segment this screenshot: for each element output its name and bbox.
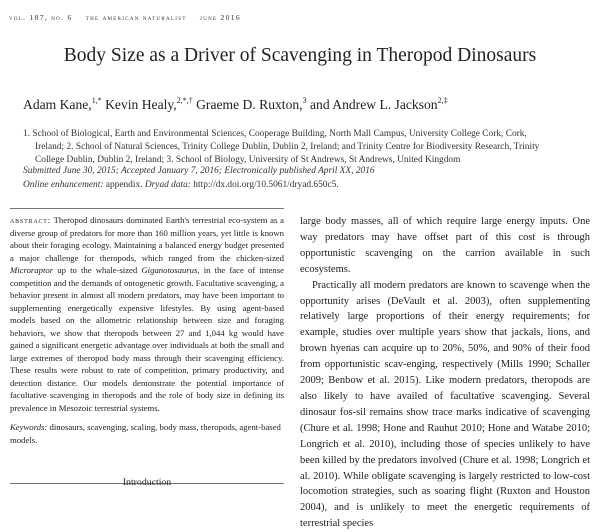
author-list [23,96,448,113]
author-name: Kevin Healy, [105,97,177,112]
abstract-label: abstract: [10,215,51,225]
issue-date: june 2016 [199,13,241,22]
affiliation-line: 1. School of Biological, Earth and Environmental Sciences, Cooperage Building, North Mall Campus, University College Cork, Cork, [23,129,527,139]
abstract [10,214,284,414]
online-enhancement-label: Online enhancement: [23,180,104,190]
keywords-text: dinosaurs, scavenging, scaling, body mass, theropods, agent-based models. [10,422,281,445]
paper-title: Body Size as a Driver of Scavenging in Theropod Dinosaurs [63,45,537,66]
body-paragraph: Practically all modern predators are known to scavenge when the opportunity arises (DeVault et al. 2003), often supplementing relatively large proportions of their energy requirements; for example, studies over multiple years show that jackals, lions, and brown hyenas can acquire up to 20%, 50%, and 90% of their food from opportunistic scav-enging, respectively (Mills 1990; Schaller 2009; Benbow et al. 2015). Like modern predators, theropods are also likely to have availed of facultative scavenging. Several dinosaur fos-sil remains show trace marks indicative of scavenging (Chure et al. 1998; Hone and Rauhut 2010; Hone and Watabe 2010; Longrich et al. 2010), including those of species unlikely to have been killed by the predators involved (Chure et al. 1998; Longrich et al. 2010). While obligate scavenging is largely restricted to low-cost locomotion strategies, such as soaring flight (Ruxton and Houston 2004), and is unlikely to meet the energetic requirements of terrestrial species [300,279,590,530]
dryad-data-link[interactable]: http://dx.doi.org/10.5061/dryad.650c5. [190,180,339,190]
taxon-name: Giganotosaurus [141,265,198,275]
abstract-box [10,208,284,484]
author-affiliation-mark: 2,*,† [176,96,193,105]
keywords-label: Keywords: [10,422,48,432]
volume-number: vol. 187, no. 6 [9,13,73,22]
author-affiliation-mark: 3 [302,96,307,105]
affiliations [23,128,583,168]
affiliation-line: College Dublin, Dublin 2, Ireland; 3. School of Biology, University of St Andrews, St Andrews, United Kingdom [35,155,461,166]
author-name: Graeme D. Ruxton, [196,97,303,112]
publication-dates [23,164,583,192]
author-affiliation-mark: 1,* [91,96,102,105]
online-enhancement-text: appendix. [103,180,145,190]
keywords [10,421,284,446]
taxon-name: Microraptor [10,265,54,275]
dryad-data-label: Dryad data: [144,180,191,190]
journal-name: the american naturalist [85,13,187,22]
body-paragraph: large body masses, all of which require large energy inputs. One way predators may have offset part of this cost is through opportunistic scavenging on the carrion available in such ecosystems. [300,216,590,275]
abstract-text: , in the face of intense competition and the demands of ontogenetic growth. Facultative scavenging, a behavior present in almost all modern predators, may have been important to supplementing energetically expensive lifestyles. By using agent-based models based on the allometric relationship between size and foraging behaviors, we show that theropods between 27 and 1,044 kg would have gained a significant energetic advantage over individuals at both the small and large extremes of theropod body mass through their scavenging efficiency. These results were robust to rate of competition, primary productivity, and detection distance. Our models demonstrate the potential importance of facultative scavenging in theropods and the role of body size in defining its prevalence in Mesozoic terrestrial systems. [10,265,284,413]
body-text-column [300,214,590,532]
running-head [9,13,241,22]
author-name: Adam Kane, [23,97,92,112]
author-name: and Andrew L. Jackson [309,97,438,112]
supplementary-info [23,178,583,192]
abstract-text: Theropod dinosaurs dominated Earth's terrestrial eco-system as a diverse group of predators for more than 160 million years, yet little is known about their foraging ecology. Maintaining a balanced energy budget presented a major challenge for theropods, which ranged from the chicken-sized [10,215,284,263]
submission-dates: Submitted June 30, 2015; Accepted January 7, 2016; Electronically published April XX, 2016 [23,166,375,176]
abstract-text: up to the whale-sized [53,265,142,275]
introduction-heading: Introduction [122,477,172,488]
author-affiliation-mark: 2,‡ [437,96,448,105]
affiliation-line: Ireland; 2. School of Natural Sciences, Trinity College Dublin, Dublin 2, Ireland; and Trinity Centre for Biodiversity Research, Trinity [35,142,540,153]
